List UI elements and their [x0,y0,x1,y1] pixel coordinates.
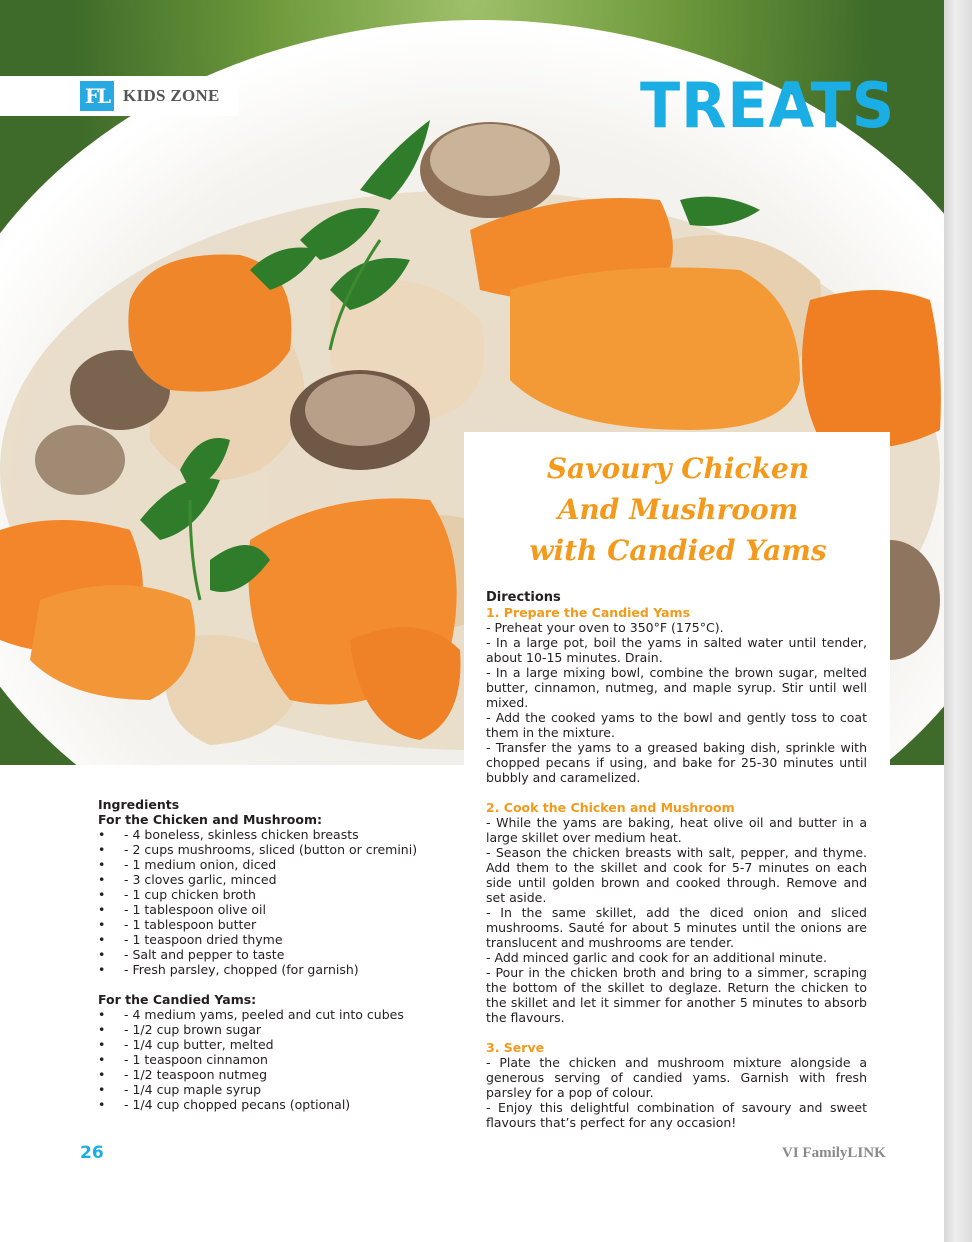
list-item: • - 1 teaspoon dried thyme [98,932,458,947]
list-item: • - 4 medium yams, peeled and cut into cubes [98,1007,458,1022]
recipe-title [478,448,878,571]
step-block [486,1040,867,1130]
ingredient-group-title: For the Chicken and Mushroom: [98,812,322,827]
list-item: • - 3 cloves garlic, minced [98,872,458,887]
step-line: - Pour in the chicken broth and bring to a simmer, scraping the bottom of the skillet to deglaze. Return the chicken to the skillet and let it simmer for another 5 minutes to absorb the flavours. [486,965,867,1025]
ingredients-heading: Ingredients [98,797,180,812]
step-line: - In a large mixing bowl, combine the brown sugar, melted butter, cinnamon, nutmeg, and maple syrup. Stir until well mixed. [486,665,867,710]
recipe-title-line: Savoury Chicken [546,452,810,485]
step-line: - Add minced garlic and cook for an additional minute. [486,950,827,965]
ingredients-section [98,797,458,1127]
page-title: TREATS [640,69,896,142]
list-item: • - Fresh parsley, chopped (for garnish) [98,962,458,977]
kids-zone-label [0,76,238,116]
step-block [486,800,867,1025]
list-item: • - 1/2 cup brown sugar [98,1022,458,1037]
list-item: • - 1/4 cup maple syrup [98,1082,458,1097]
step-line: - In the same skillet, add the diced onion and sliced mushrooms. Sauté for about 5 minutes until the onions are translucent and mushrooms are tender. [486,905,867,950]
directions-section [486,590,867,1145]
step-line: - Preheat your oven to 350°F (175°C). [486,620,724,635]
section-label: KIDS ZONE [123,86,220,105]
list-item: • - Salt and pepper to taste [98,947,458,962]
list-item: • - 2 cups mushrooms, sliced (button or cremini) [98,842,458,857]
recipe-title-line: with Candied Yams [529,534,827,567]
step-title: 2. Cook the Chicken and Mushroom [486,800,735,815]
ingredient-list [98,1007,458,1112]
list-item: • - 1 teaspoon cinnamon [98,1052,458,1067]
list-item: • - 1/4 cup chopped pecans (optional) [98,1097,458,1112]
step-title: 3. Serve [486,1040,545,1055]
footer-brand: VI FamilyLINK [782,1145,886,1161]
step-line: - In a large pot, boil the yams in salted water until tender, about 10-15 minutes. Drain. [486,635,867,665]
step-block [486,605,867,785]
step-line: - Transfer the yams to a greased baking dish, sprinkle with chopped pecans if using, and bake for 25-30 minutes until bubbly and caramelized. [486,740,867,785]
step-line: - Enjoy this delightful combination of savoury and sweet flavours that’s perfect for any occasion! [486,1100,867,1130]
recipe-title-line: And Mushroom [557,493,799,526]
list-item: • - 1/4 cup butter, melted [98,1037,458,1052]
page-number: 26 [80,1143,104,1163]
step-line: - Add the cooked yams to the bowl and gently toss to coat them in the mixture. [486,710,867,740]
list-item: • - 1/2 teaspoon nutmeg [98,1067,458,1082]
directions-heading: Directions [486,590,561,605]
page-edge-strip [944,0,972,1242]
ingredient-group-title: For the Candied Yams: [98,992,257,1007]
list-item: • - 1 medium onion, diced [98,857,458,872]
step-title: 1. Prepare the Candied Yams [486,605,691,620]
list-item: • - 1 tablespoon olive oil [98,902,458,917]
list-item: • - 1 tablespoon butter [98,917,458,932]
ingredient-list [98,827,458,977]
step-line: - Season the chicken breasts with salt, pepper, and thyme. Add them to the skillet and cook for 5-7 minutes on each side until golden brown and cooked through. Remove and set aside. [486,845,867,905]
fl-logo: FL [80,81,114,111]
list-item: • - 4 boneless, skinless chicken breasts [98,827,458,842]
list-item: • - 1 cup chicken broth [98,887,458,902]
step-line: - Plate the chicken and mushroom mixture alongside a generous serving of candied yams. Garnish with fresh parsley for a pop of colour. [486,1055,867,1100]
step-line: - While the yams are baking, heat olive oil and butter in a large skillet over medium heat. [486,815,867,845]
